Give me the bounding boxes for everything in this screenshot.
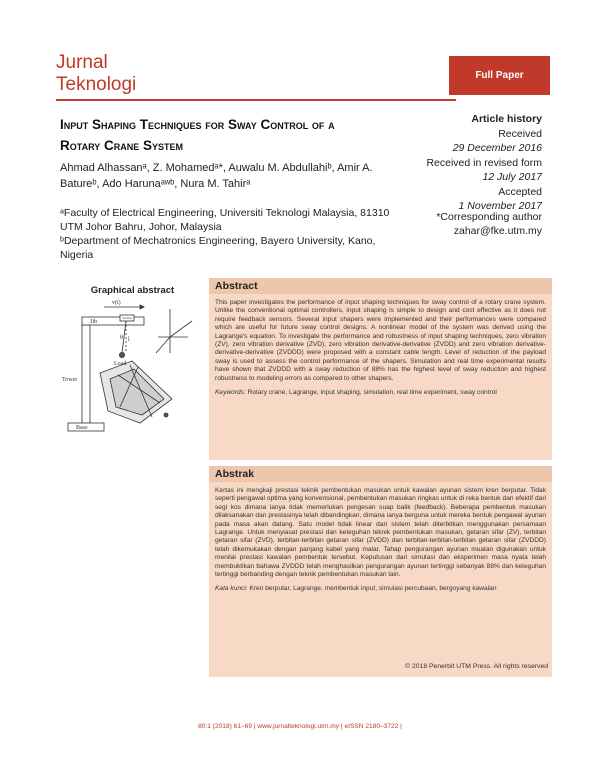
abstract-body-wrap [209,294,552,397]
abstract-panel [209,278,552,460]
abstract-keywords-list: : Rotary crane, Lagrange, input shaping, simulation, real time experiment, sway control [243,389,497,397]
abstrak-body-wrap [209,482,552,594]
graphical-abstract-figure [60,295,205,465]
copyright-notice: © 2018 Penerbit UTM Press. All rights reserved [405,663,548,670]
label-base: Base [76,425,88,431]
header-rule [56,99,456,101]
paper-title-line1: Input Shaping Techniques for Sway Control of a [60,117,335,132]
abstract-body: This paper investigates the performance of input shaping techniques for sway control of a rotary crane system. Unlike the conventional optimal controllers, input shaping is simple to design and cost effective as it does not require feedback sensors. Several input shapers were implemented and their performances were compared which are useful for future sway control designs. A nonlinear model of the system was derived using the Lagrange's equation. To investigate the performance and robustness of input shaping techniques, zero vibration (ZV), zero vibration derivative (ZVD), zero vibration derivative-derivative (ZVDD) and zero vibration derivative-derivative-derivative (ZVDDD) were proposed with a constant cable length. Level of reduction of the payload sway is used to assess the control performance of the shapers. Simulation and real time experimental results have shown that ZVDDD with a sway reduction of 88% has the highest level of sway reduction and highest robustness to modeling errors as compared to other shapers. [215,299,546,382]
tower-shape [82,325,90,423]
abstrak-panel [209,466,552,677]
abstrak-keywords-list: : Kren berputar, Lagrange, membentuk input, simulasi percubaan, bergoyang kawalan [245,585,497,593]
authors-line2: Batureᵇ, Ado Harunaᵃʷᵇ, Nura M. Tahirᵃ [60,178,251,190]
label-trolley: Trolley [122,316,133,320]
graphical-abstract-heading: Graphical abstract [90,285,175,296]
label-tower: Tower [62,377,78,383]
received-date: 29 December 2016 [452,142,542,154]
revised-date: 12 July 2017 [482,171,542,183]
accepted-date: 1 November 2017 [458,200,542,212]
abstrak-keywords [215,585,546,593]
journal-name [56,52,136,96]
revised-label: Received in revised form [426,156,542,169]
journal-name-line1: Jurnal [56,52,108,73]
journal-name-line2: Teknologi [56,74,137,95]
accepted-label: Accepted [498,185,542,198]
abstract-heading: Abstract [209,278,552,294]
corresponding-author [436,210,542,238]
corresponding-email[interactable]: zahar@fke.utm.my [453,225,542,237]
affiliation-a: ᵃFaculty of Electrical Engineering, Universiti Teknologi Malaysia, 81310 UTM Johor Bahru, Johor, Malaysia [60,207,390,233]
paper-title [60,114,420,156]
label-jib: Jib [90,319,98,325]
affiliations [60,206,410,262]
affiliation-b: ᵇDepartment of Mechatronics Engineering, Bayero University, Kano, Nigeria [60,235,376,261]
label-velocity: v(t) [112,300,121,306]
authors-line1: Ahmad Alhassanᵃ, Z. Mohamedᵃ*, Auwalu M. Abdullahiᵇ, Amir A. [60,162,373,174]
authors [60,160,410,192]
load-shape [119,352,124,357]
history-title: Article history [471,113,542,125]
abstract-keywords-label: Keywords [215,389,244,397]
abstract-keywords [215,389,546,397]
label-length: l [128,337,130,343]
corresponding-label: *Corresponding author [436,211,542,223]
article-history [426,112,542,214]
paper-title-line2: Rotary Crane System [60,138,184,153]
received-label: Received [498,127,542,140]
label-load: Load [114,361,127,367]
abstrak-heading: Abstrak [209,466,552,482]
label-theta: θ [120,335,123,341]
abstrak-keywords-label: Kata kunci [215,585,246,593]
abstrak-body: Kertas ini mengkaji prestasi teknik pembentukan masukan untuk kawalan ayunan sistem kren berputar. Tidak seperti pengawal optima yang konvensional, pembentukan masukan ringkas untuk di reka bentuk dan efektif dari segi kos dimana ianya tidak memerlukan pengesan suap balik (feedback). Beberapa pembentuk masukan dilaksanakan dan prestasinya telah dibandingkan, dimana ianya berguna untuk mereka bentuk pengawal ayunan pada masa akan datang. Satu model tidak linear dari sistem telah diterbitkan menggunakan persamaan Lagrange. Untuk menyiasat prestasi dan keteguhan teknik pembentukan masukan, getaran sifar (ZV), terbitan getaran sifar (ZVD), terbitan-terbitan getaran sifar (ZVDD) dan terbitan-terbitan-terbitan getaran sifar (ZVDDD) telah dikemukakan dengan panjang kabel yang malar. Tahap pengurangan ayunan muatan digunakan untuk menilai prestasi kawalan pembentuk tersebut. Keputusan dari simulasi dan eksperimen masa nyata telah membuktikan bahawa ZVDDD telah menghasilkan pengurangan ayunan tertinggi sebanyak 88% dan keteguhan tertinggi berbanding dengan teknik pembentukan masukan lain. [215,487,546,579]
page-footer: 80:1 (2018) 61–69 | www.jurnalteknologi.utm.my | eISSN 2180–3722 | [198,723,402,730]
full-paper-badge: Full Paper [449,56,550,95]
